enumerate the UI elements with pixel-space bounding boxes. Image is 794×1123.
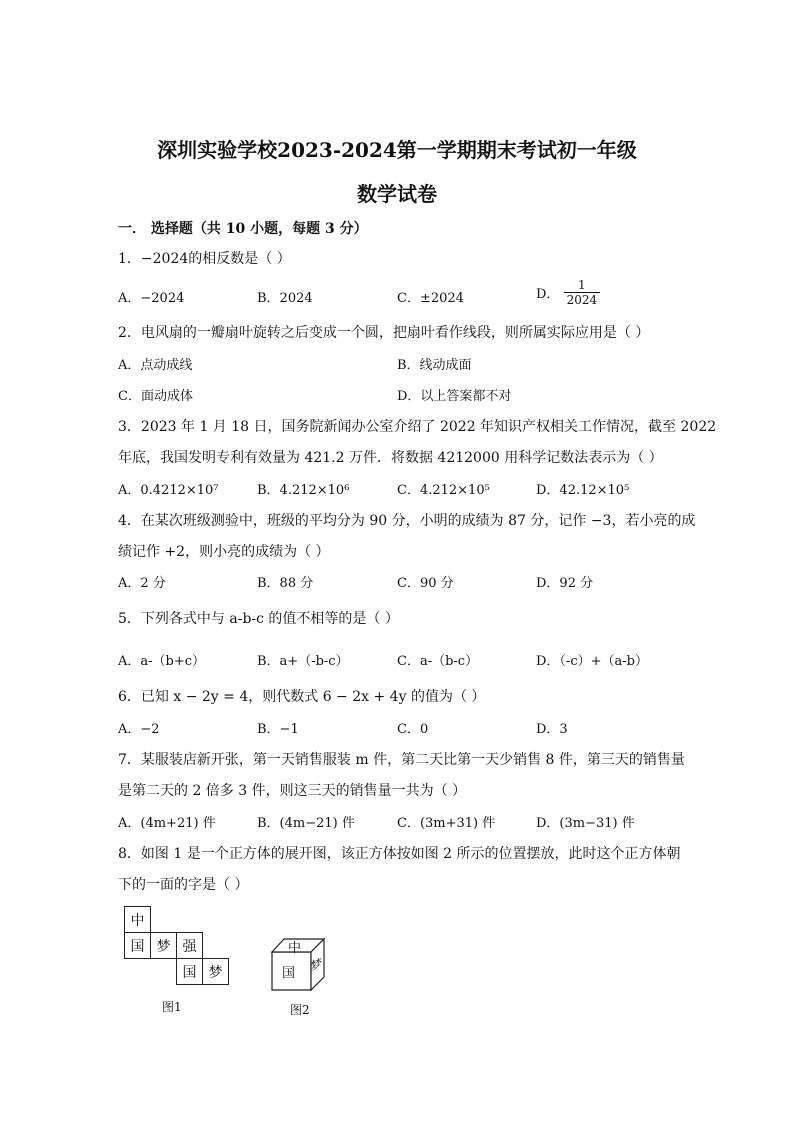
q3-option-c[interactable]: C．4.212×10⁵ bbox=[397, 483, 490, 498]
q6-option-b[interactable]: B．−1 bbox=[257, 722, 299, 737]
cube-front-face: 国 bbox=[282, 966, 296, 981]
question-5: 5．下列各式中与 a-b-c 的值不相等的是（ ） bbox=[118, 611, 399, 627]
question-3-line2: 年底，我国发明专利有效量为 421.2 万件．将数据 4212000 用科学记数法表示为（ ） bbox=[118, 450, 663, 466]
exam-title: 深圳实验学校2023-2024第一学期期末考试初一年级 bbox=[157, 138, 637, 162]
question-4-line2: 绩记作 +2，则小亮的成绩为（ ） bbox=[118, 544, 330, 560]
figure-1-caption: 图1 bbox=[162, 1000, 182, 1014]
question-1: 1．−2024的相反数是（ ） bbox=[118, 251, 291, 267]
q6-option-a[interactable]: A．−2 bbox=[118, 722, 160, 737]
q5-option-c[interactable]: C．a-（b-c） bbox=[397, 654, 479, 669]
question-6: 6．已知 x − 2y = 4，则代数式 6 − 2x + 4y 的值为（ ） bbox=[118, 689, 486, 705]
question-7: 7．某服装店新开张，第一天销售服装 m 件，第二天比第一天少销售 8 件，第三天的销售量 bbox=[118, 752, 685, 768]
q1-option-d[interactable]: D． $\frac{1}{2024}$ bbox=[536, 278, 600, 307]
q2-option-b[interactable]: B．线动成面 bbox=[397, 358, 472, 373]
q2-option-a[interactable]: A．点动成线 bbox=[118, 358, 193, 373]
q2-option-d[interactable]: D．以上答案都不对 bbox=[397, 389, 512, 404]
q5-option-d[interactable]: D．（-c）+（a-b） bbox=[536, 654, 648, 669]
q7-option-b[interactable]: B．(4m−21) 件 bbox=[257, 816, 355, 831]
question-7-line2: 是第二天的 2 倍多 3 件，则这三天的销售量一共为（ ） bbox=[118, 783, 467, 799]
net-cell: 国 bbox=[176, 958, 203, 985]
question-2: 2．电风扇的一瓣扇叶旋转之后变成一个圆，把扇叶看作线段，则所属实际应用是（ ） bbox=[118, 325, 650, 341]
q3-option-a[interactable]: A．0.4212×10⁷ bbox=[118, 483, 219, 498]
q1-option-a[interactable]: A．−2024 bbox=[118, 291, 185, 306]
net-cell: 梦 bbox=[202, 958, 229, 985]
net-cell: 强 bbox=[176, 932, 203, 959]
question-4: 4．在某次班级测验中，班级的平均分为 90 分，小明的成绩为 87 分，记作 −3，若小亮的成 bbox=[118, 513, 696, 529]
q6-option-d[interactable]: D．3 bbox=[536, 722, 568, 737]
q6-option-c[interactable]: C．0 bbox=[397, 722, 429, 737]
net-cell: 中 bbox=[124, 906, 151, 933]
q7-option-d[interactable]: D．(3m−31) 件 bbox=[536, 816, 635, 831]
q3-option-d[interactable]: D．42.12×10⁵ bbox=[536, 483, 630, 498]
q4-option-d[interactable]: D．92 分 bbox=[536, 576, 594, 591]
q3-option-b[interactable]: B．4.212×10⁶ bbox=[257, 483, 350, 498]
q4-option-b[interactable]: B．88 分 bbox=[257, 576, 314, 591]
question-8: 8．如图 1 是一个正方体的展开图，该正方体按如图 2 所示的位置摆放，此时这个正方体朝 bbox=[118, 846, 681, 862]
exam-subtitle: 数学试卷 bbox=[357, 182, 437, 206]
q4-option-a[interactable]: A．2 分 bbox=[118, 576, 166, 591]
question-3: 3．2023 年 1 月 18 日，国务院新闻办公室介绍了 2022 年知识产权相关工作情况，截至 2022 bbox=[118, 419, 717, 435]
figure-2-caption: 图2 bbox=[290, 1003, 310, 1017]
q5-option-b[interactable]: B．a+（-b-c） bbox=[257, 654, 349, 669]
q1-option-c[interactable]: C．±2024 bbox=[397, 291, 464, 306]
q2-option-c[interactable]: C．面动成体 bbox=[118, 389, 193, 404]
fraction: $\frac{1}{2024}$ bbox=[564, 278, 601, 307]
section-heading: 一． 选择题（共 10 小题，每题 3 分） bbox=[118, 221, 368, 237]
question-8-line2: 下的一面的字是（ ） bbox=[118, 877, 249, 893]
q7-option-a[interactable]: A．(4m+21) 件 bbox=[118, 816, 216, 831]
q4-option-c[interactable]: C．90 分 bbox=[397, 576, 454, 591]
cube-top-face: 中 bbox=[288, 941, 302, 956]
q1-option-b[interactable]: B．2024 bbox=[257, 291, 313, 306]
net-cell: 梦 bbox=[150, 932, 177, 959]
net-cell: 国 bbox=[124, 932, 151, 959]
q7-option-c[interactable]: C．(3m+31) 件 bbox=[397, 816, 496, 831]
cube-side-face: 梦 bbox=[310, 955, 323, 975]
q5-option-a[interactable]: A．a-（b+c） bbox=[118, 654, 206, 669]
